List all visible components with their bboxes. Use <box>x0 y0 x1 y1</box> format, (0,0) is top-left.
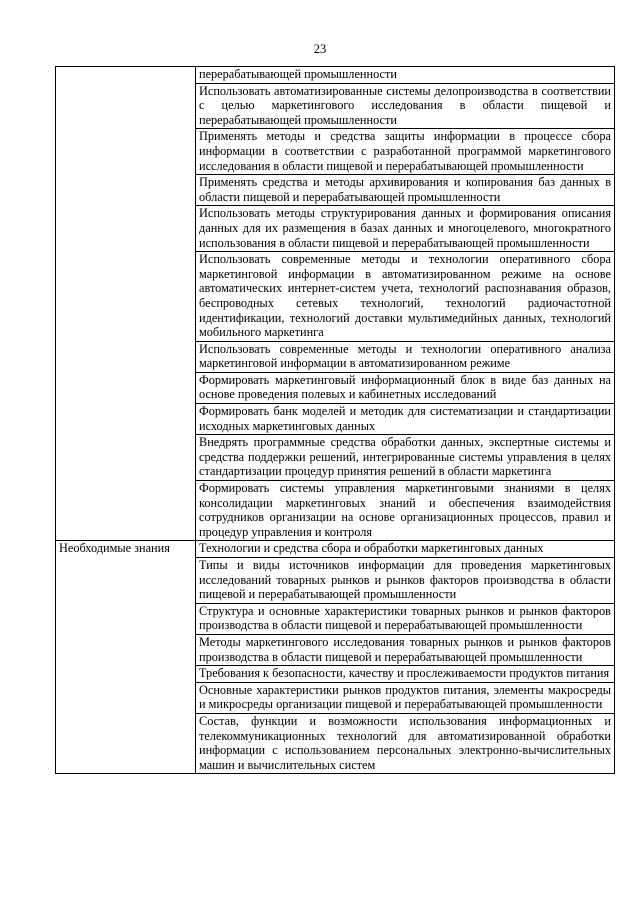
table-cell: Типы и виды источников информации для проведения маркетинговых исследований товарных рынков и рынков факторов производства в области пищевой и перерабатывающей промышленности <box>196 558 615 604</box>
table-cell: Использовать современные методы и технологии оперативного анализа маркетинговой информации в автоматизированном режиме <box>196 341 615 372</box>
table-cell: Применять средства и методы архивирования и копирования баз данных в области пищевой и перерабатывающей промышленности <box>196 175 615 206</box>
table-cell: Использовать современные методы и технологии оперативного сбора маркетинговой информации в автоматизированном режиме на основе автоматических интернет-систем учета, технологий распознавания образов, беспроводных сетевых технологий, технологий радиочастотной идентификации, технологий доставки мультимедийных данных, технологий мобильного маркетинга <box>196 252 615 342</box>
row-label-skills <box>56 67 196 541</box>
table-cell: Основные характеристики рынков продуктов питания, элементы макросреды и микросреды организации пищевой и перерабатывающей промышленности <box>196 682 615 713</box>
table-cell: Внедрять программные средства обработки данных, экспертные системы и средства поддержки решений, интегрированные системы управления в целях стандартизации процедур принятия решений в области маркетинга <box>196 435 615 481</box>
table-cell: Формировать системы управления маркетинговыми знаниями в целях консолидации маркетинговых знаний и обеспечения взаимодействия сотрудников организации на основе организационных процессов, правил и процедур управления и контроля <box>196 481 615 541</box>
table-row <box>56 541 615 558</box>
page-number: 23 <box>313 42 327 56</box>
table-cell: Технологии и средства сбора и обработки маркетинговых данных <box>196 541 615 558</box>
table-cell: Формировать банк моделей и методик для систематизации и стандартизации исходных маркетинговых данных <box>196 404 615 435</box>
table-cell: Использовать автоматизированные системы делопроизводства в соответствии с целью маркетингового исследования в области пищевой и перерабатывающей промышленности <box>196 83 615 129</box>
requirements-table <box>55 66 615 774</box>
table-cell: Применять методы и средства защиты информации в процессе сбора информации в соответствии с разработанной программой маркетингового исследования в области пищевой и перерабатывающей промышленности <box>196 129 615 175</box>
table-cell: Использовать методы структурирования данных и формирования описания данных для их размещения в базах данных и многоцелевого, многократного использования в области пищевой и перерабатывающей промышленности <box>196 206 615 252</box>
table-row <box>56 67 615 84</box>
row-label-text: Необходимые знания <box>59 541 170 556</box>
table-cell: Структура и основные характеристики товарных рынков и рынков факторов производства в области пищевой и перерабатывающей промышленности <box>196 603 615 634</box>
table-cell: Формировать маркетинговый информационный блок в виде баз данных на основе проведения полевых и кабинетных исследований <box>196 372 615 403</box>
row-label-knowledge <box>56 541 196 774</box>
table-cell: перерабатывающей промышленности <box>196 67 615 84</box>
table-cell: Требования к безопасности, качеству и прослеживаемости продуктов питания <box>196 666 615 683</box>
table-cell: Состав, функции и возможности использования информационных и телекоммуникационных технологий для автоматизированной обработки информации с использованием персональных электронно-вычислительных машин и вычислительных систем <box>196 713 615 773</box>
table-cell: Методы маркетингового исследования товарных рынков и рынков факторов производства в области пищевой и перерабатывающей промышленности <box>196 634 615 665</box>
